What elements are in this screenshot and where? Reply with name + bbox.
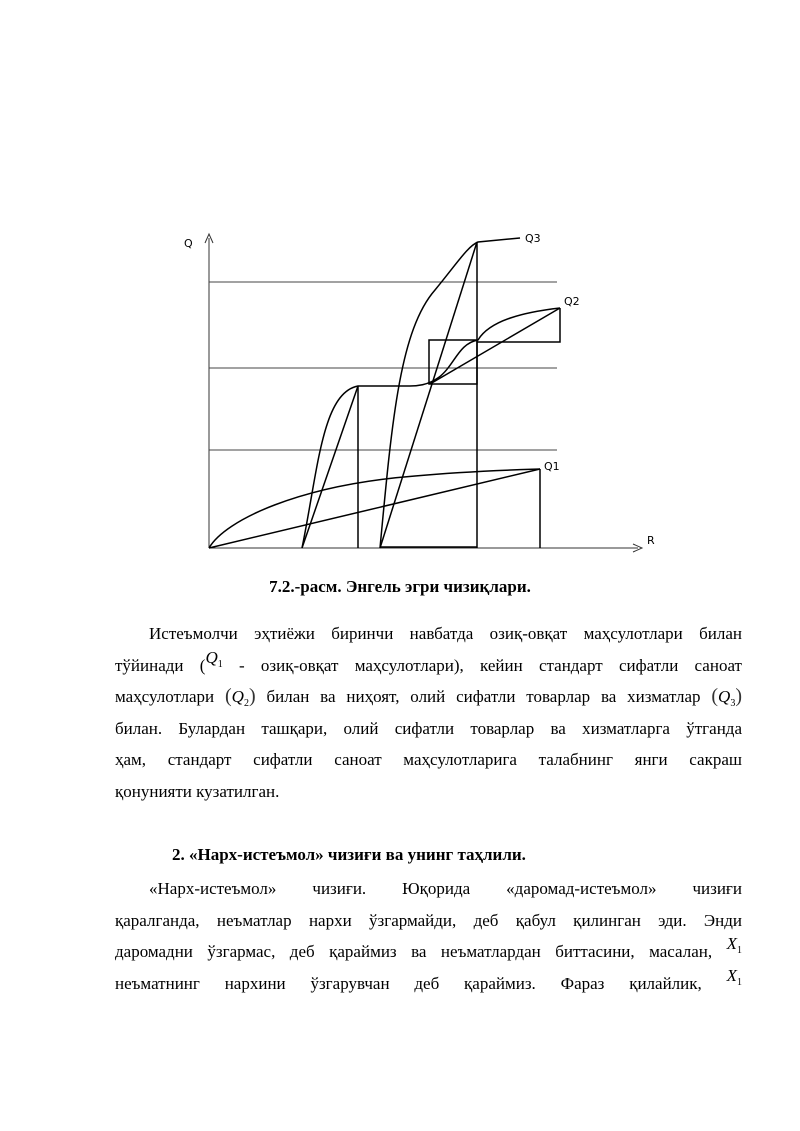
paragraph-consumption-needs [115, 618, 742, 807]
q1-symbol: $Q_1$ [205, 647, 223, 670]
curve-label-q1: Q1 [544, 460, 560, 473]
paragraph2-line3 [115, 936, 742, 968]
paragraph-price-consumption [115, 873, 742, 999]
q2-chord-lower [302, 386, 358, 548]
q2-box-right [477, 308, 560, 342]
y-axis-label: Q [184, 237, 193, 250]
text-span: неъматнинг нархини ўзгарувчан деб қараймиз. Фараз қилайлик, [115, 973, 702, 993]
x1-symbol: $X_1$ [726, 934, 742, 956]
text-span: тўйинади ( [115, 655, 206, 675]
figure-caption: 7.2.-расм. Энгель эгри чизиқлари. [269, 577, 531, 596]
paragraph1-line2 [115, 647, 742, 682]
paragraph2-line2: қаралганда, неъматлар нархи ўзгармайди, деб қабул қилинган эди. Энди [115, 910, 742, 930]
paragraph1-line3 [115, 681, 742, 713]
paragraph1-line1: Истеъмолчи эҳтиёжи биринчи навбатда озиқ-овқат маҳсулотлари билан [149, 624, 742, 643]
q2-symbol: $(Q_2)$ [225, 685, 256, 709]
reference-lines [209, 282, 557, 450]
x1-symbol-2: $X_1$ [726, 965, 742, 988]
curve-label-q2: Q2 [564, 295, 580, 308]
paragraph1-line4: билан. Булардан ташқари, олий сифатли товарлар ва хизматларга ўтганда [115, 718, 742, 738]
paragraph1-line6: қонунияти кузатилган. [115, 781, 280, 801]
q3-chord [380, 242, 477, 548]
text-span: даромадни ўзгармас, деб қараймиз ва неъматлардан биттасини, масалан, [115, 942, 713, 961]
section-heading: 2. «Нарх-истеъмол» чизиғи ва унинг таҳлили. [172, 845, 526, 864]
text-span: - озиқ-овқат маҳсулотлари), кейин стандарт сифатли саноат [222, 655, 742, 675]
paragraph2-line1: «Нарх-истеъмол» чизиғи. Юқорида «даромад-истеъмол» чизиғи [149, 879, 742, 898]
text-span: билан ва ниҳоят, олий сифатли товарлар ва хизматлар [255, 687, 712, 706]
paragraph2-line4 [115, 965, 742, 1000]
text-span: маҳсулотлари [115, 687, 225, 706]
curve-label-q3: Q3 [525, 232, 541, 245]
q3-symbol: $(Q_3)$ [711, 685, 742, 709]
q2-chord-upper [430, 308, 560, 384]
x-axis-label: R [647, 534, 655, 547]
paragraph1-line5: ҳам, стандарт сифатли саноат маҳсулотларига талабнинг янги сакраш [115, 750, 742, 769]
